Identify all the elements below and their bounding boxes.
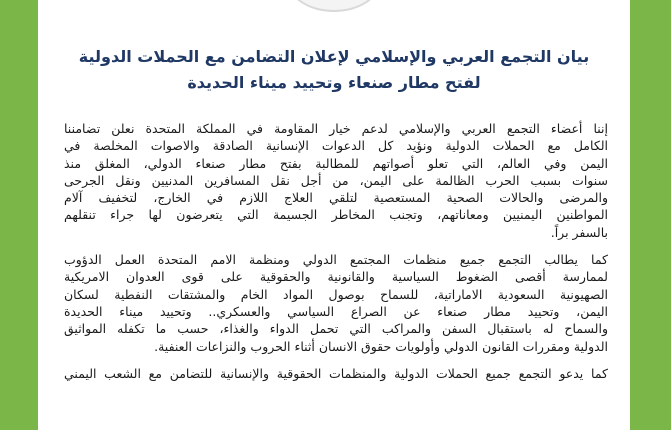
text-line: والسماح له باستقبال السفن والمراكب التي تحمل الدواء والغذاء، حسب ما تكفله المواثيق [64, 321, 608, 337]
document-page [38, 0, 630, 430]
statement-title [56, 44, 612, 96]
text-line: كما يطالب التجمع جميع منظمات المجتمع الدولي ومنظمة الامم المتحدة العمل الدؤوب [64, 252, 608, 268]
text-line: والمرضى والحالات الصحية المستعصية لتلقي العلاج اللازم في الخارج، لتخفيف آلام [64, 190, 608, 206]
logo-emblem [287, 0, 381, 12]
title-line: لفتح مطار صنعاء وتحييد ميناء الحديدة [187, 73, 481, 92]
text-line: سنوات بسبب الحرب الظالمة على اليمن، من أجل نقل المسافرين المدنيين ونقل الجرحى [64, 172, 608, 188]
title-line: بيان التجمع العربي والإسلامي لإعلان التضامن مع الحملات الدولية [78, 47, 590, 66]
paragraph-2 [64, 251, 608, 355]
text-line: بالسفر براً. [550, 224, 608, 240]
text-line: إننا أعضاء التجمع العربي والإسلامي لدعم خيار المقاومة في المملكة المتحدة نعلن تضامننا [64, 121, 608, 136]
paragraph-3 [64, 365, 608, 382]
statement-body [64, 120, 608, 392]
text-line: المواطنين اليمنيين ومعاناتهم، وتجنب المخاطر الجسيمة التي يتعرضون لها جراء تنقلهم [64, 207, 608, 223]
text-line: الكامل مع الحملات الدولية ونؤيد كل الدعوات الإنسانية الصادقة والاصوات المخلصة في [64, 138, 608, 154]
text-line: كما يدعو التجمع جميع الحملات الدولية والمنظمات الحقوقية والإنسانية للتضامن مع الشعب اليمني [64, 365, 608, 381]
text-line: الدولية ومقررات القانون الدولي وأولويات حقوق الانسان أثناء الحروب والنزاعات العنفية. [154, 338, 608, 354]
text-line: اليمن، وتحييد مطار صنعاء عن الصراع السياسي والعسكري.. وتحييد ميناء الحديدة [64, 303, 608, 319]
text-line: لممارسة أقصى الضغوط السياسية والقانونية والحقوقية على قوى العدوان الامريكية [64, 269, 608, 285]
text-line: اليمن وفي العالم، التي تعلو أصواتهم للمطالبة بفتح مطار صنعاء الدولي، المغلق منذ [64, 155, 608, 171]
text-line: الصهيونية السعودية الاماراتية، للسماح بوصول المواد الخام والمشتقات النفطية لسكان [64, 286, 608, 302]
paragraph-1 [64, 120, 608, 241]
